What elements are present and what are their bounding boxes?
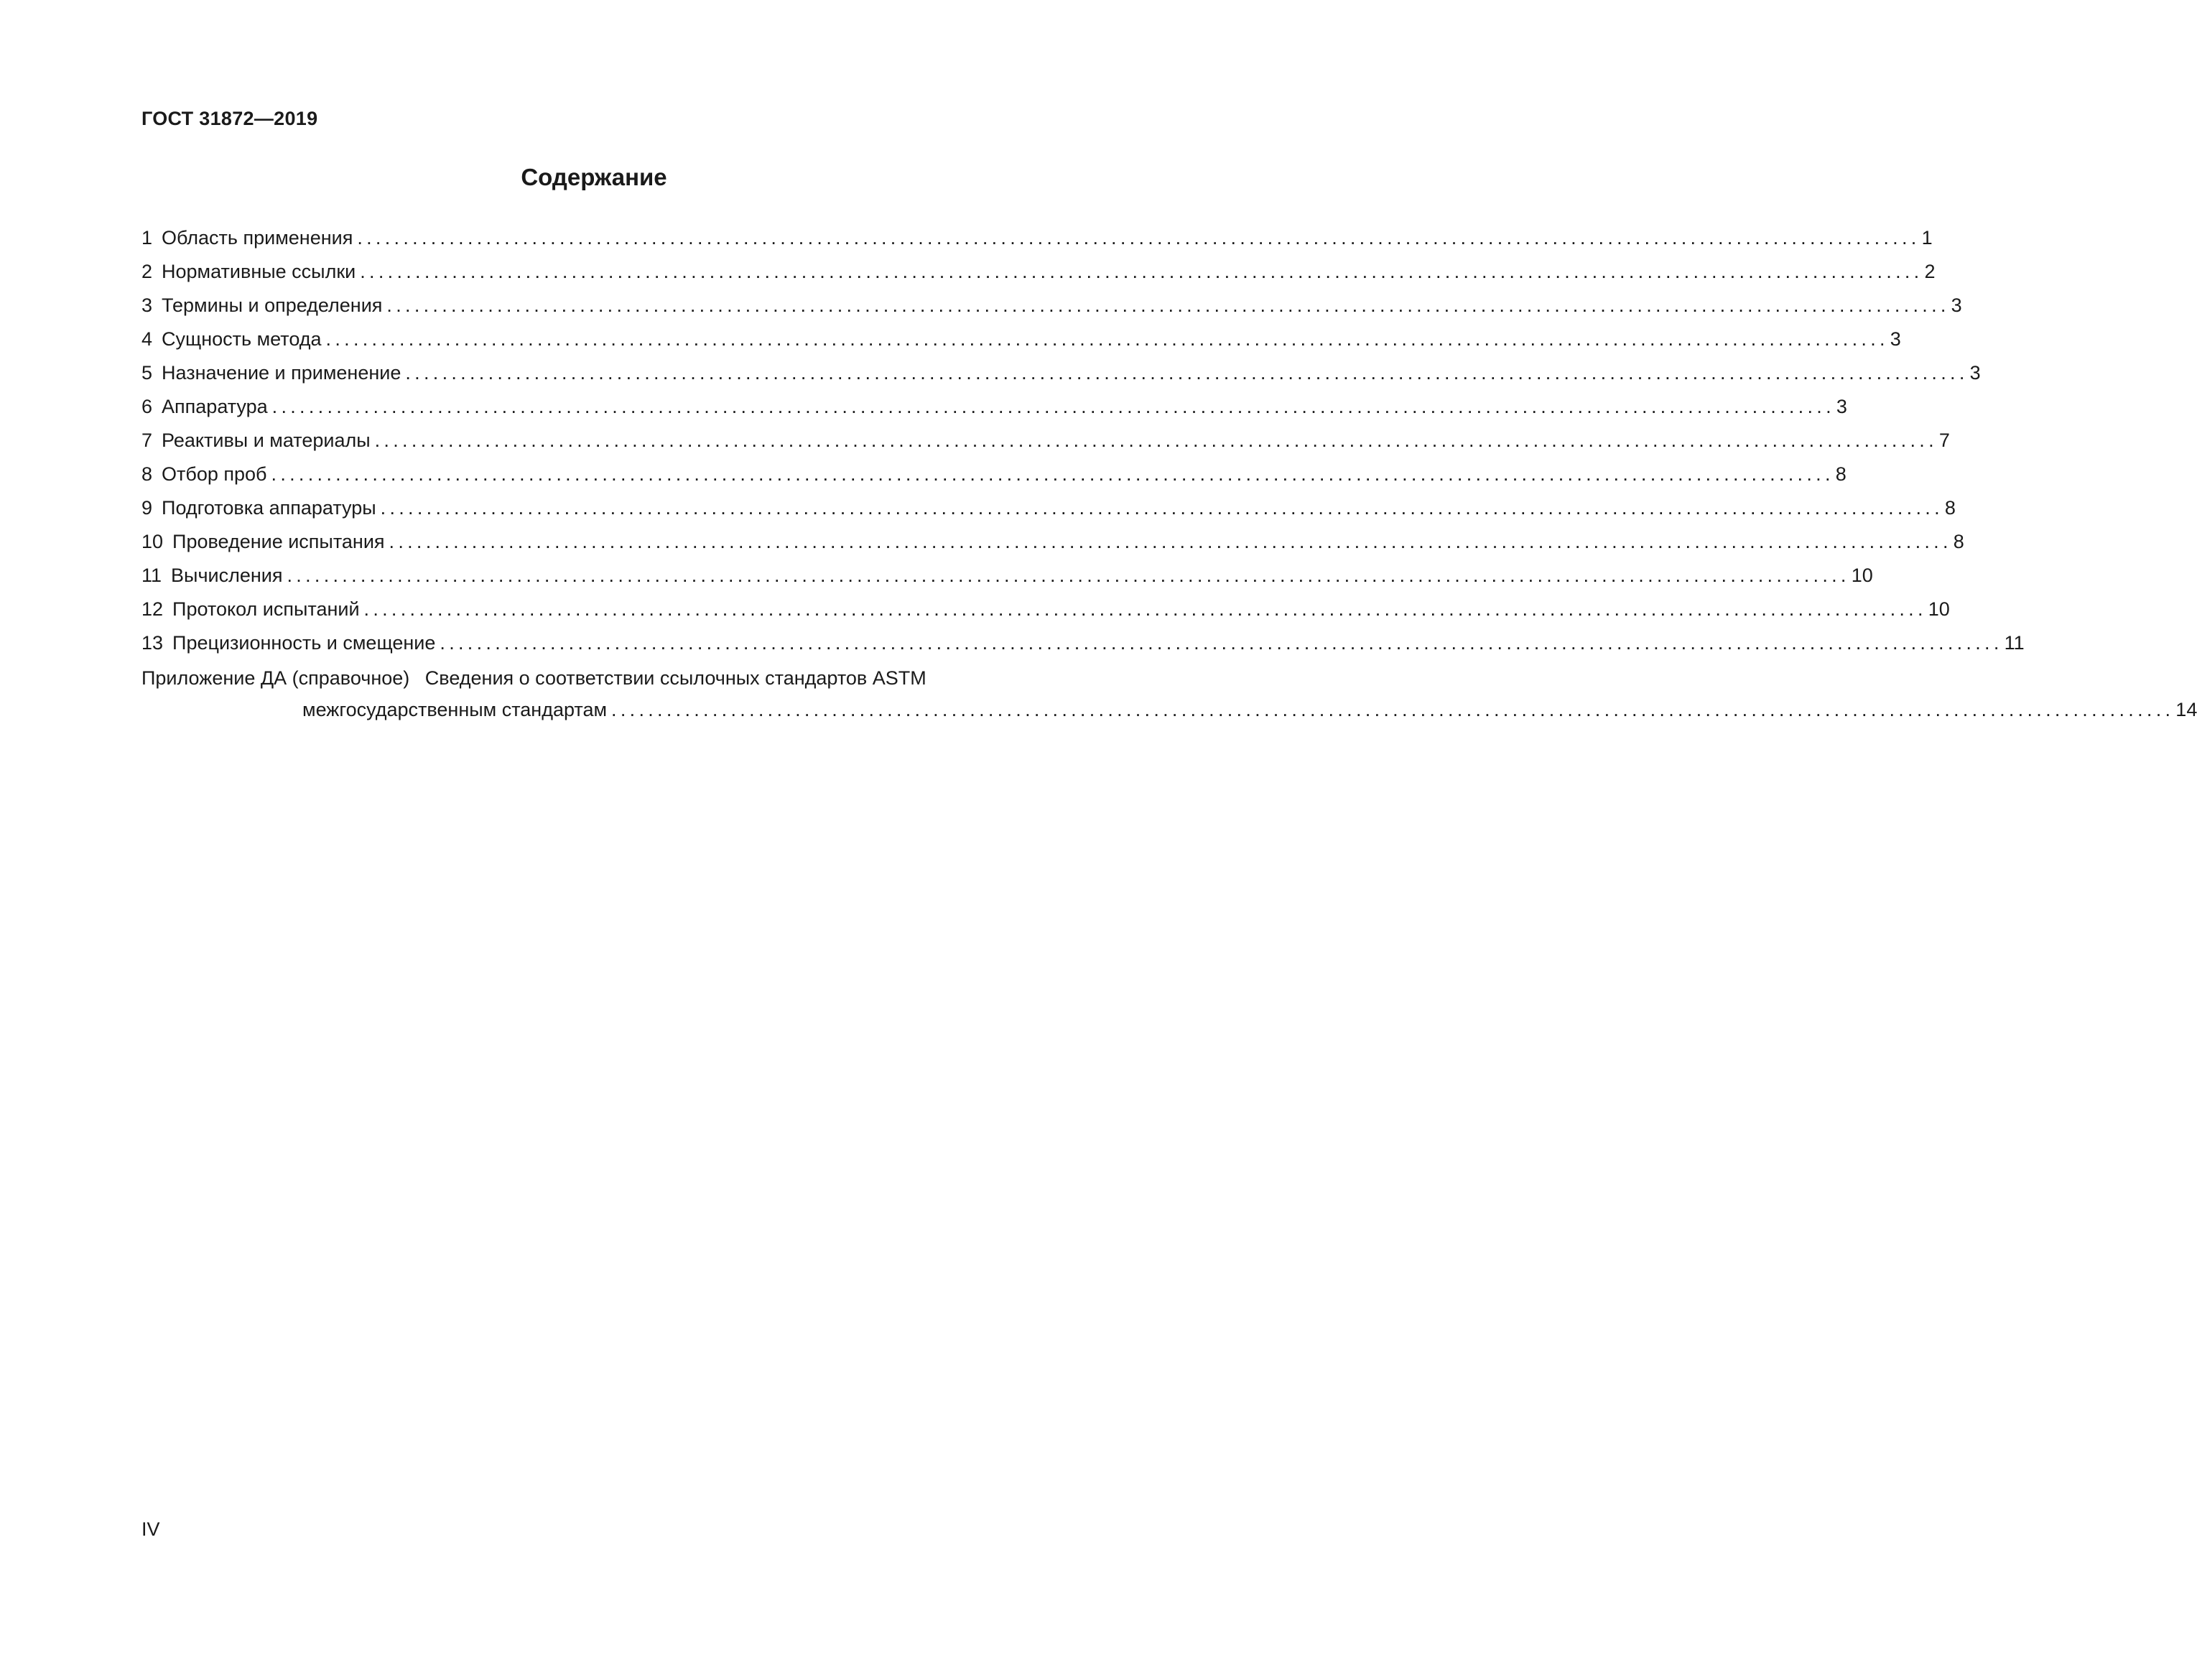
toc-entry-number: 4 — [141, 328, 153, 350]
toc-entry-label: Назначение и применение — [162, 362, 401, 384]
toc-entry-page: 10 — [1928, 598, 1950, 620]
toc-entry[interactable] — [141, 563, 1873, 597]
toc-entry-label: Протокол испытаний — [172, 598, 360, 620]
toc-entry-number: 11 — [141, 565, 162, 586]
toc-entry[interactable] — [141, 361, 1981, 394]
toc-entry-label: Область применения — [162, 227, 353, 249]
toc-entry-page: 3 — [1836, 396, 1847, 417]
toc-leader-dots: .......................................................................................................................................................................... — [271, 463, 1834, 485]
toc-entry-page: 3 — [1951, 294, 1962, 316]
toc-entry-page: 1 — [1921, 227, 1933, 249]
toc-entry-page: 2 — [1924, 261, 1936, 282]
toc-entry-page: 11 — [2004, 632, 2025, 654]
toc-leader-dots: .......................................................................................................................................................................... — [357, 227, 1920, 249]
toc-leader-dots: .......................................................................................................................................................................... — [386, 294, 1950, 316]
toc-title: Содержание — [521, 164, 667, 190]
toc-entry[interactable] — [141, 631, 2025, 664]
toc-entry-label: Отбор проб — [162, 463, 267, 485]
toc-appendix-entry[interactable] — [141, 666, 2197, 722]
toc-leader-dots: .......................................................................................................................................................................... — [325, 328, 1889, 350]
toc-entry-label: Термины и определения — [162, 294, 383, 316]
toc-leader-dots: .......................................................................................................................................................................... — [389, 531, 1952, 552]
toc-entry-number: 13 — [141, 632, 164, 654]
toc-leader-dots: .......................................................................................................................................................................... — [271, 396, 1835, 417]
toc-entry-label: Вычисления — [171, 565, 283, 586]
toc-entry-label: Проведение испытания — [172, 531, 385, 552]
toc-entry[interactable] — [141, 529, 1964, 563]
toc-entry-number: 6 — [141, 396, 153, 417]
toc-entry-page: 8 — [1944, 497, 1956, 519]
toc-leader-dots: .......................................................................................................................................................................... — [363, 598, 1927, 620]
toc-entry[interactable] — [141, 226, 1933, 259]
document-id: ГОСТ 31872—2019 — [141, 108, 318, 129]
toc-entry-label: Подготовка аппаратуры — [162, 497, 376, 519]
toc-entry[interactable] — [141, 259, 1936, 293]
toc-entry-page: 8 — [1953, 531, 1964, 552]
toc-leader-dots: .......................................................................................................................................................................... — [440, 632, 2003, 654]
toc-entry-page: 10 — [1851, 565, 1873, 586]
toc-leader-dots: .......................................................................................................................................................................... — [374, 430, 1938, 451]
toc-entry-page: 3 — [1969, 362, 1981, 384]
toc-entry-number: 10 — [141, 531, 164, 552]
toc-entry[interactable] — [141, 327, 1901, 361]
toc-entry-label: Реактивы и материалы — [162, 430, 371, 451]
toc-entry[interactable] — [141, 428, 1950, 462]
toc-leader-dots: .......................................................................................................................................................................... — [405, 362, 1969, 384]
toc-entry-label: Прецизионность и смещение — [172, 632, 436, 654]
toc-entry-page: 7 — [1938, 430, 1950, 451]
toc-leader-dots: .......................................................................................................................................................................... — [611, 699, 2175, 720]
toc-entry[interactable] — [141, 597, 1950, 631]
toc-entry-number: 2 — [141, 261, 153, 282]
toc-entry-number: 7 — [141, 430, 153, 451]
toc-entry-number: 3 — [141, 294, 153, 316]
toc-entry-label: Сущность метода — [162, 328, 322, 350]
toc-entry-page: 8 — [1835, 463, 1847, 485]
toc-entry[interactable] — [141, 394, 1847, 428]
toc-entry-page: 14 — [2175, 699, 2197, 720]
toc-entry[interactable] — [141, 293, 1962, 327]
toc-entry-number: 9 — [141, 497, 153, 519]
toc-entry-label: Аппаратура — [162, 396, 268, 417]
toc-entry-number: 8 — [141, 463, 153, 485]
toc-entry-number: 1 — [141, 227, 153, 249]
toc-entry[interactable] — [141, 462, 1847, 496]
appendix-title-line2: межгосударственным стандартам — [302, 699, 608, 720]
page-number: IV — [141, 1518, 160, 1540]
toc-leader-dots: .......................................................................................................................................................................... — [380, 497, 1943, 519]
table-of-contents — [141, 226, 2197, 722]
toc-entry-number: 12 — [141, 598, 164, 620]
toc-entry-page: 3 — [1890, 328, 1901, 350]
appendix-prefix: Приложение ДА (справочное) — [141, 667, 410, 689]
toc-entry-number: 5 — [141, 362, 153, 384]
toc-leader-dots: .......................................................................................................................................................................... — [360, 261, 1923, 282]
toc-entry-label: Нормативные ссылки — [162, 261, 356, 282]
appendix-title-line1: Сведения о соответствии ссылочных стандартов ASTM — [424, 667, 926, 689]
toc-leader-dots: .......................................................................................................................................................................... — [287, 565, 1850, 586]
toc-entry[interactable] — [141, 496, 1956, 529]
